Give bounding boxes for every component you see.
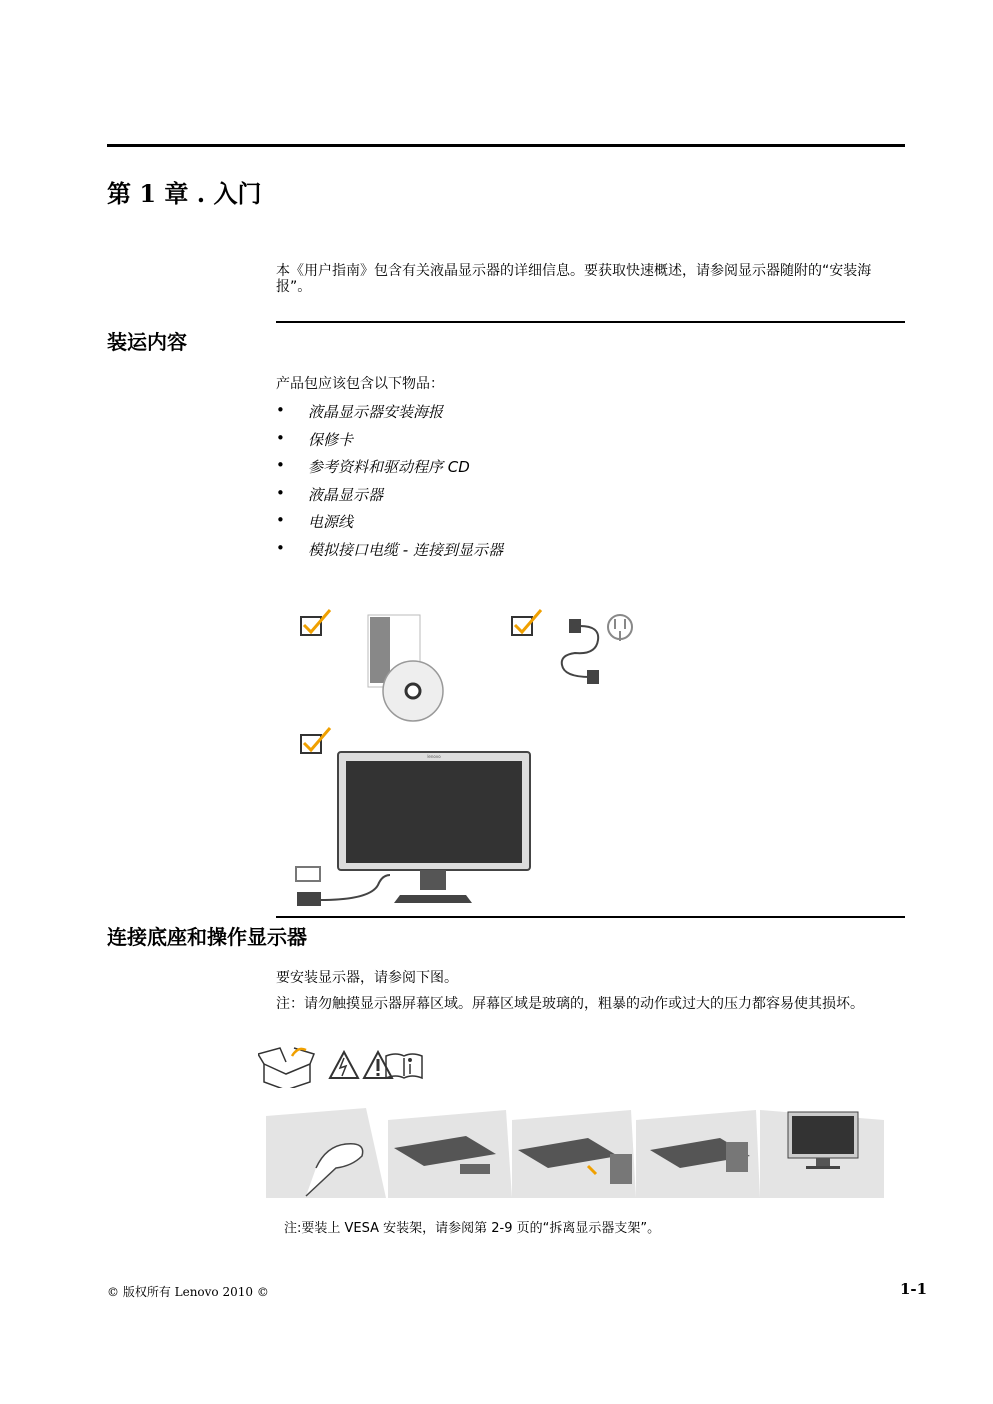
stand-assembly-steps (266, 1106, 884, 1200)
list-item: • 保修卡 (276, 429, 503, 457)
step-secure-stand (636, 1110, 760, 1198)
section-title-attach: 连接底座和操作显示器 (107, 925, 307, 949)
attach-note: 注：请勿触摸显示器屏幕区域。屏幕区域是玻璃的，粗暴的动作或过大的压力都容易使其损坏。 (276, 996, 864, 1012)
video-cable-icon (296, 867, 390, 905)
page-number: 1-1 (900, 1280, 928, 1298)
checkbox-icon (301, 610, 330, 635)
step-clean-surface (266, 1108, 386, 1198)
manual-info-icon (386, 1054, 422, 1078)
copyright: © 版权所有 Lenovo 2010 © (107, 1285, 269, 1299)
checkbox-icon (301, 728, 330, 753)
list-item: • 液晶显示器安装海报 (276, 401, 503, 429)
list-item: • 模拟接口电缆 - 连接到显示器 (276, 539, 503, 567)
list-item: • 液晶显示器 (276, 484, 503, 512)
attach-lead: 要安装显示器，请参阅下图。 (276, 970, 458, 986)
safety-icons (258, 1044, 428, 1088)
list-item: • 参考资料和驱动程序 CD (276, 456, 503, 484)
shipping-list (276, 401, 503, 566)
power-cord-icon (562, 615, 632, 683)
box-unpack-icon (258, 1048, 314, 1088)
step-lay-panel (388, 1110, 512, 1198)
list-item: • 电源线 (276, 511, 503, 539)
electrical-warning-icon (330, 1052, 358, 1078)
chapter-title: 第 1 章 . 入门 (107, 179, 262, 208)
monitor-logo: lenovo (427, 754, 441, 759)
section-rule (276, 321, 905, 323)
shipping-lead: 产品包应该包含以下物品： (276, 376, 444, 392)
section-title-shipping: 装运内容 (107, 330, 187, 354)
section-rule (276, 916, 905, 918)
package-contents-illustration (290, 605, 650, 907)
top-rule (107, 144, 905, 147)
vesa-note: 注:要装上 VESA 安装架，请参阅第 2-9 页的“拆离显示器支架”。 (284, 1221, 661, 1236)
monitor-icon (338, 752, 530, 903)
intro-paragraph: 本《用户指南》包含有关液晶显示器的详细信息。要获取快速概述，请参阅显示器随附的“安装海报”。 (276, 263, 872, 295)
checkbox-icon (512, 610, 541, 635)
cd-icon (383, 661, 443, 721)
step-attach-base (512, 1110, 636, 1198)
step-upright-monitor (760, 1110, 884, 1198)
